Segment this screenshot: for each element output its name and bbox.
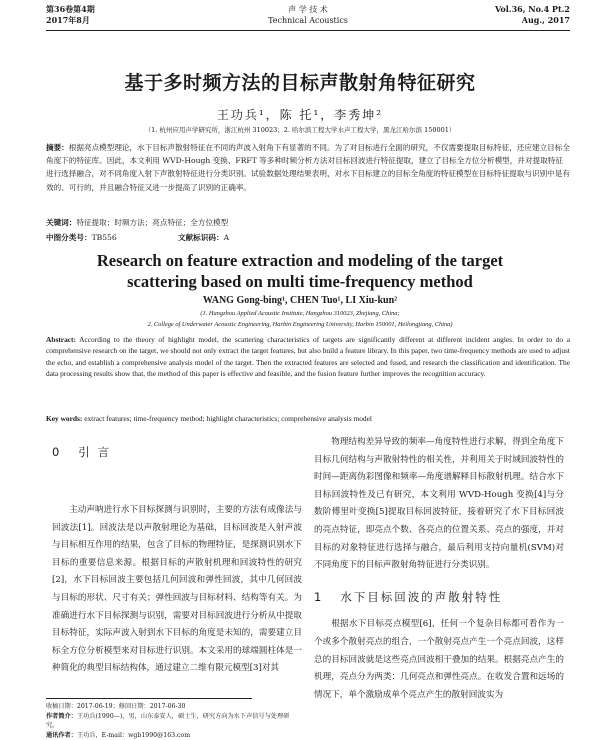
affiliations-en [0, 308, 600, 330]
section-1-heading [314, 589, 564, 607]
section-0-number: 0 [52, 445, 61, 459]
running-header [46, 4, 570, 31]
footnote [46, 702, 296, 740]
doc-code [178, 232, 229, 244]
footnote-contact-label: 通讯作者： [46, 732, 77, 739]
footnote-contact-text: 王功兵，E-mail：wgb1990@163.com [77, 732, 190, 739]
abstract-en-text: According to the theory of highlight model, the scattering characteristics of targets are significantly different at different incident angles. In order to do a comprehensive research on the target, we should not only extract the target features, but also build a feature library. In this paper, two time-frequency methods are used to adjust the echo, and establish a comprehensive analysis model of the target. Then the extracted features are selected and fused, and research the classification and identification. The data processing results show that, the method of this paper is effective and feasible, and the fusion feature further improves the recognition accuracy. [46, 335, 570, 378]
affiliation-en-2: 2. College of Underwater Acoustic Engineering, Harbin Engineering University, Harbin 150001, Heilongjiang, China) [0, 319, 600, 330]
section-1-title: 水下目标回波的声散射特性 [340, 590, 502, 604]
authors-en: WANG Gong-bing¹, CHEN Tuo¹, LI Xiu-kun² [0, 295, 600, 306]
intro-paragraph: 主动声呐进行水下目标探测与识别时，主要的方法有成像法与回波法[1]。回波法是以声散射理论为基础，目标回波是入射声波与目标相互作用的结果，包含了目标的物理特征，是探测识别水下目标的重要信息来源。根据目标的声散射机理和回波特性的研究[2]，水下目标回波主要包括几何回波和弹性回波，其中几何回波与目标的形状、尺寸有关；弹性回波与目标材料、结构等有关。为准确进行水下目标探测与识别，需要对目标回波进行分析从中提取目标特征，实际声波入射到水下目标的角度是未知的，需要建立目标全方位分析模型来对目标进行识别。本文采用的球端圆柱体是一种简化的典型目标结构体，通过建立二维有限元模型[3]对其 [52, 502, 302, 678]
abstract-cn [46, 141, 570, 194]
authors-cn: 王功兵¹，陈 托¹，李秀坤² [0, 106, 600, 123]
abstract-en-label: Abstract: [46, 335, 76, 344]
abstract-cn-label: 摘要： [46, 143, 69, 152]
doc-code-label: 文献标识码： [178, 233, 224, 242]
paper-title-cn: 基于多时频方法的目标声散射角特征研究 [0, 68, 600, 95]
date-cn: 2017年8月 [46, 15, 95, 26]
issue-cn: 第36卷第4期 [46, 4, 95, 15]
abstract-cn-text: 根据亮点模型理论，水下目标声散射特征在不同的声波入射角下有显著的不同。为了对目标进行全面的研究，不仅需要提取目标特征，还应建立目标全角度下的特征库。因此，本文利用 WVD-Hough 变换、FRFT 等多种时频分析方法对目标回波进行特征提取，建立了目标全方位分析模型，并对提取特征进行选择融合，对不同角度入射下声散射特征进行分类识别。试验数据处理结果表明，对水下目标建立的目标全角度的特征模型在目标特征提取与识别中是有效的、可行的，并且融合特征又进一步提高了识别的正确率。 [46, 143, 570, 192]
keywords-cn [46, 217, 570, 229]
doc-code-value: A [224, 233, 229, 242]
date-en: Aug., 2017 [495, 15, 570, 26]
clc-value: TB556 [92, 233, 117, 242]
clc-label: 中图分类号： [46, 233, 92, 242]
footnote-received: 收稿日期：2017-06-19；修回日期：2017-06-30 [46, 702, 296, 712]
journal-name-cn: 声 学 技 术 [46, 4, 570, 15]
section-0-heading [52, 434, 302, 502]
abstract-en [46, 334, 570, 379]
keywords-en-label: Key words: [46, 414, 82, 423]
classification-line [46, 232, 570, 244]
section-0-title: 引 言 [78, 445, 111, 459]
issue-en: Vol.36, No.4 Pt.2 [495, 4, 570, 15]
journal-name-en: Technical Acoustics [46, 15, 570, 26]
affiliations-cn: （1. 杭州应用声学研究所，浙江杭州 310023；2. 哈尔滨工程大学水声工程大学，黑龙江哈尔滨 150001） [0, 125, 600, 134]
keywords-cn-text: 特征提取；时频方法；亮点特征；全方位模型 [76, 218, 228, 227]
right-column [314, 434, 564, 704]
footnote-author [46, 712, 296, 731]
paper-title-en: Research on feature extraction and modeling of the target scattering based on multi time-frequency method [60, 250, 540, 292]
affiliation-en-1: (1. Hangzhou Applied Acoustic Institute, Hangzhou 310023, Zhejiang, China; [0, 308, 600, 319]
keywords-cn-label: 关键词： [46, 218, 76, 227]
header-center [46, 4, 570, 26]
section-1-number: 1 [314, 590, 323, 604]
right-paragraph-2: 根据水下目标亮点模型[6]，任何一个复杂目标都可看作为一个或多个散射亮点的组合，一个散射亮点产生一个亮点回波，这样总的目标回波就是这些亮点回波相干叠加的结果。根据亮点产生的机理，亮点分为两类：几何亮点和弹性亮点。在收发合置和远场的情况下，单个激励成单个亮点产生的散射回波实为 [314, 616, 564, 704]
keywords-en [46, 413, 570, 424]
header-right [495, 4, 570, 26]
footnote-author-text: 王功兵(1990—)，男，山东泰安人，硕士生，研究方向为水下声信号与处理研究。 [46, 713, 289, 730]
footnote-contact [46, 731, 296, 740]
footnote-divider [46, 698, 252, 699]
keywords-en-text: extract features; time-frequency method; highlight characteristics; comprehensive analysis model [84, 414, 372, 423]
right-paragraph-1: 物理结构差异导致的频率—角度特性进行求解，得到全角度下目标几何结构与声散射特性的相关性，并利用关于时域回波特性的时间—距离伪彩图像和频率—角度谱解释目标散射机理。结合水下目标回波特性及已有研究，本文利用 WVD-Hough 变换[4]与分数阶傅里叶变换[5]提取目标回波特征，接着研究了水下目标回波的亮点特征，即亮点个数、各亮点的位置关系、亮点的强度，并对目标的对象特征进行选择与融合，最后利用支持向量机(SVM)对不同角度下的目标声散射角特征进行分类识别。 [314, 434, 564, 575]
footnote-author-label: 作者简介： [46, 713, 77, 720]
left-column [52, 434, 302, 678]
